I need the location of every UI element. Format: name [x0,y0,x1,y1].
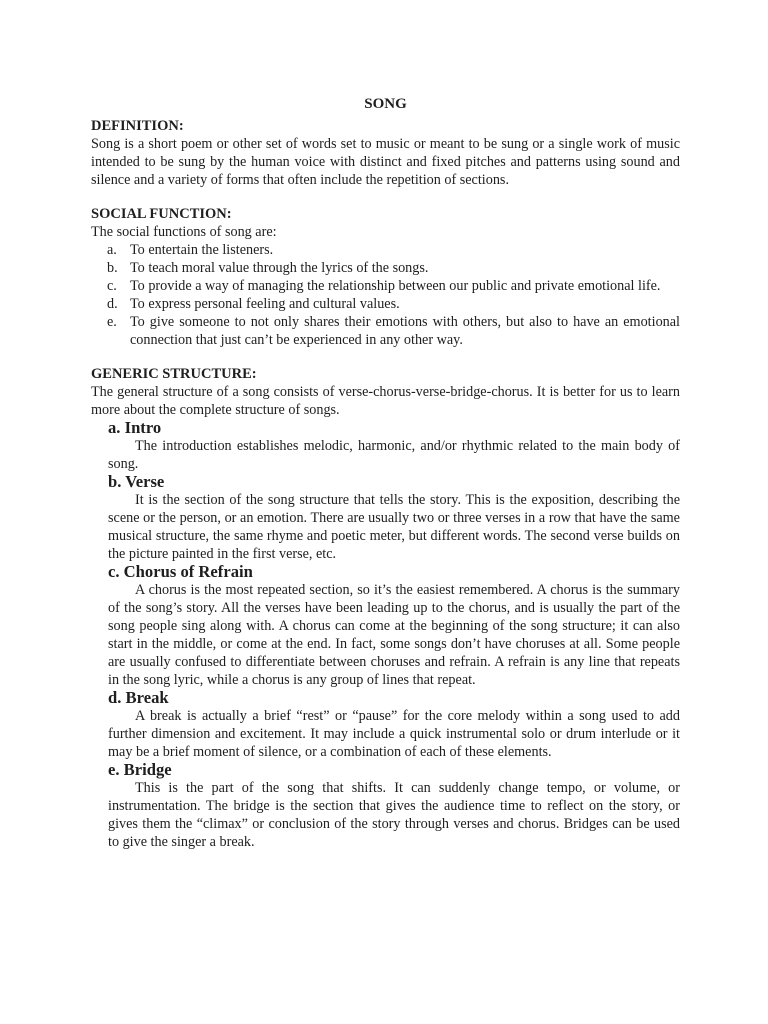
list-marker: a. [107,242,117,258]
generic-structure-heading: GENERIC STRUCTURE: [91,366,257,382]
list-marker: b. [107,260,118,276]
list-item-text: To teach moral value through the lyrics of the songs. [130,260,429,276]
social-function-list [91,241,680,349]
section-heading: a. Intro [108,418,162,437]
definition-text: Song is a short poem or other set of words set to music or meant to be sung or a single work of music intended to be sung by the human voice with distinct and fixed pitches and patterns using sound and silence and a variety of forms that often include the repetition of sections. [91,136,680,188]
list-item-text: To express personal feeling and cultural values. [130,296,400,312]
list-item [107,259,680,277]
generic-structure-intro: The general structure of a song consists of verse-chorus-verse-bridge-chorus. It is better for us to learn more about the complete structure of songs. [91,384,680,418]
section-heading: e. Bridge [108,760,172,779]
section-text: A break is actually a brief “rest” or “pause” for the core melody within a song used to add further dimension and excitement. It may include a quick instrumental solo or drum interlude or it may be a brief moment of silence, or a combination of each of these elements. [108,708,680,760]
definition-heading: DEFINITION: [91,118,184,134]
structure-section-verse [108,473,680,563]
section-heading: c. Chorus of Refrain [108,562,253,581]
section-text: A chorus is the most repeated section, so it’s the easiest remembered. A chorus is the summary of the song’s story. All the verses have been leading up to the chorus, and is usually the part of the song people sing along with. A chorus can come at the beginning of the song structure; it can also start in the middle, or come at the end. In fact, some songs don’t have choruses at all. Some people are usually confused to differentiate between choruses and refrain. A refrain is any line that repeats in the song lyric, while a chorus is any group of lines that repeat. [108,582,680,688]
structure-section-bridge [108,761,680,851]
section-text: It is the section of the song structure that tells the story. This is the exposition, describing the scene or the person, or an emotion. There are usually two or three verses in a row that have the same musical structure, the same rhyme and poetic meter, but different words. The second verse builds on the picture painted in the first verse, etc. [108,492,680,562]
section-heading: d. Break [108,688,169,707]
list-item [107,295,680,313]
section-text: This is the part of the song that shifts. It can suddenly change tempo, or volume, or instrumentation. The bridge is the section that gives the audience time to reflect on the story, or gives them the “climax” or conclusion of the story through verses and chorus. Bridges can be used to give the singer a break. [108,780,680,850]
structure-section-chorus [108,563,680,689]
section-text: The introduction establishes melodic, harmonic, and/or rhythmic related to the main body of song. [108,438,680,472]
structure-section-break [108,689,680,761]
list-marker: c. [107,278,117,294]
list-item-text: To provide a way of managing the relationship between our public and private emotional life. [130,278,661,294]
social-function-heading: SOCIAL FUNCTION: [91,206,232,222]
list-item [107,277,680,295]
section-heading: b. Verse [108,472,165,491]
structure-section-intro [108,419,680,473]
list-item [107,241,680,259]
list-item-text: To give someone to not only shares their emotions with others, but also to have an emotional connection that just can’t be experienced in any other way. [130,314,680,348]
list-marker: e. [107,314,117,330]
social-function-intro: The social functions of song are: [91,224,277,240]
list-item [107,313,680,349]
list-item-text: To entertain the listeners. [130,242,274,258]
list-marker: d. [107,296,118,312]
page-title: SONG [364,96,407,112]
